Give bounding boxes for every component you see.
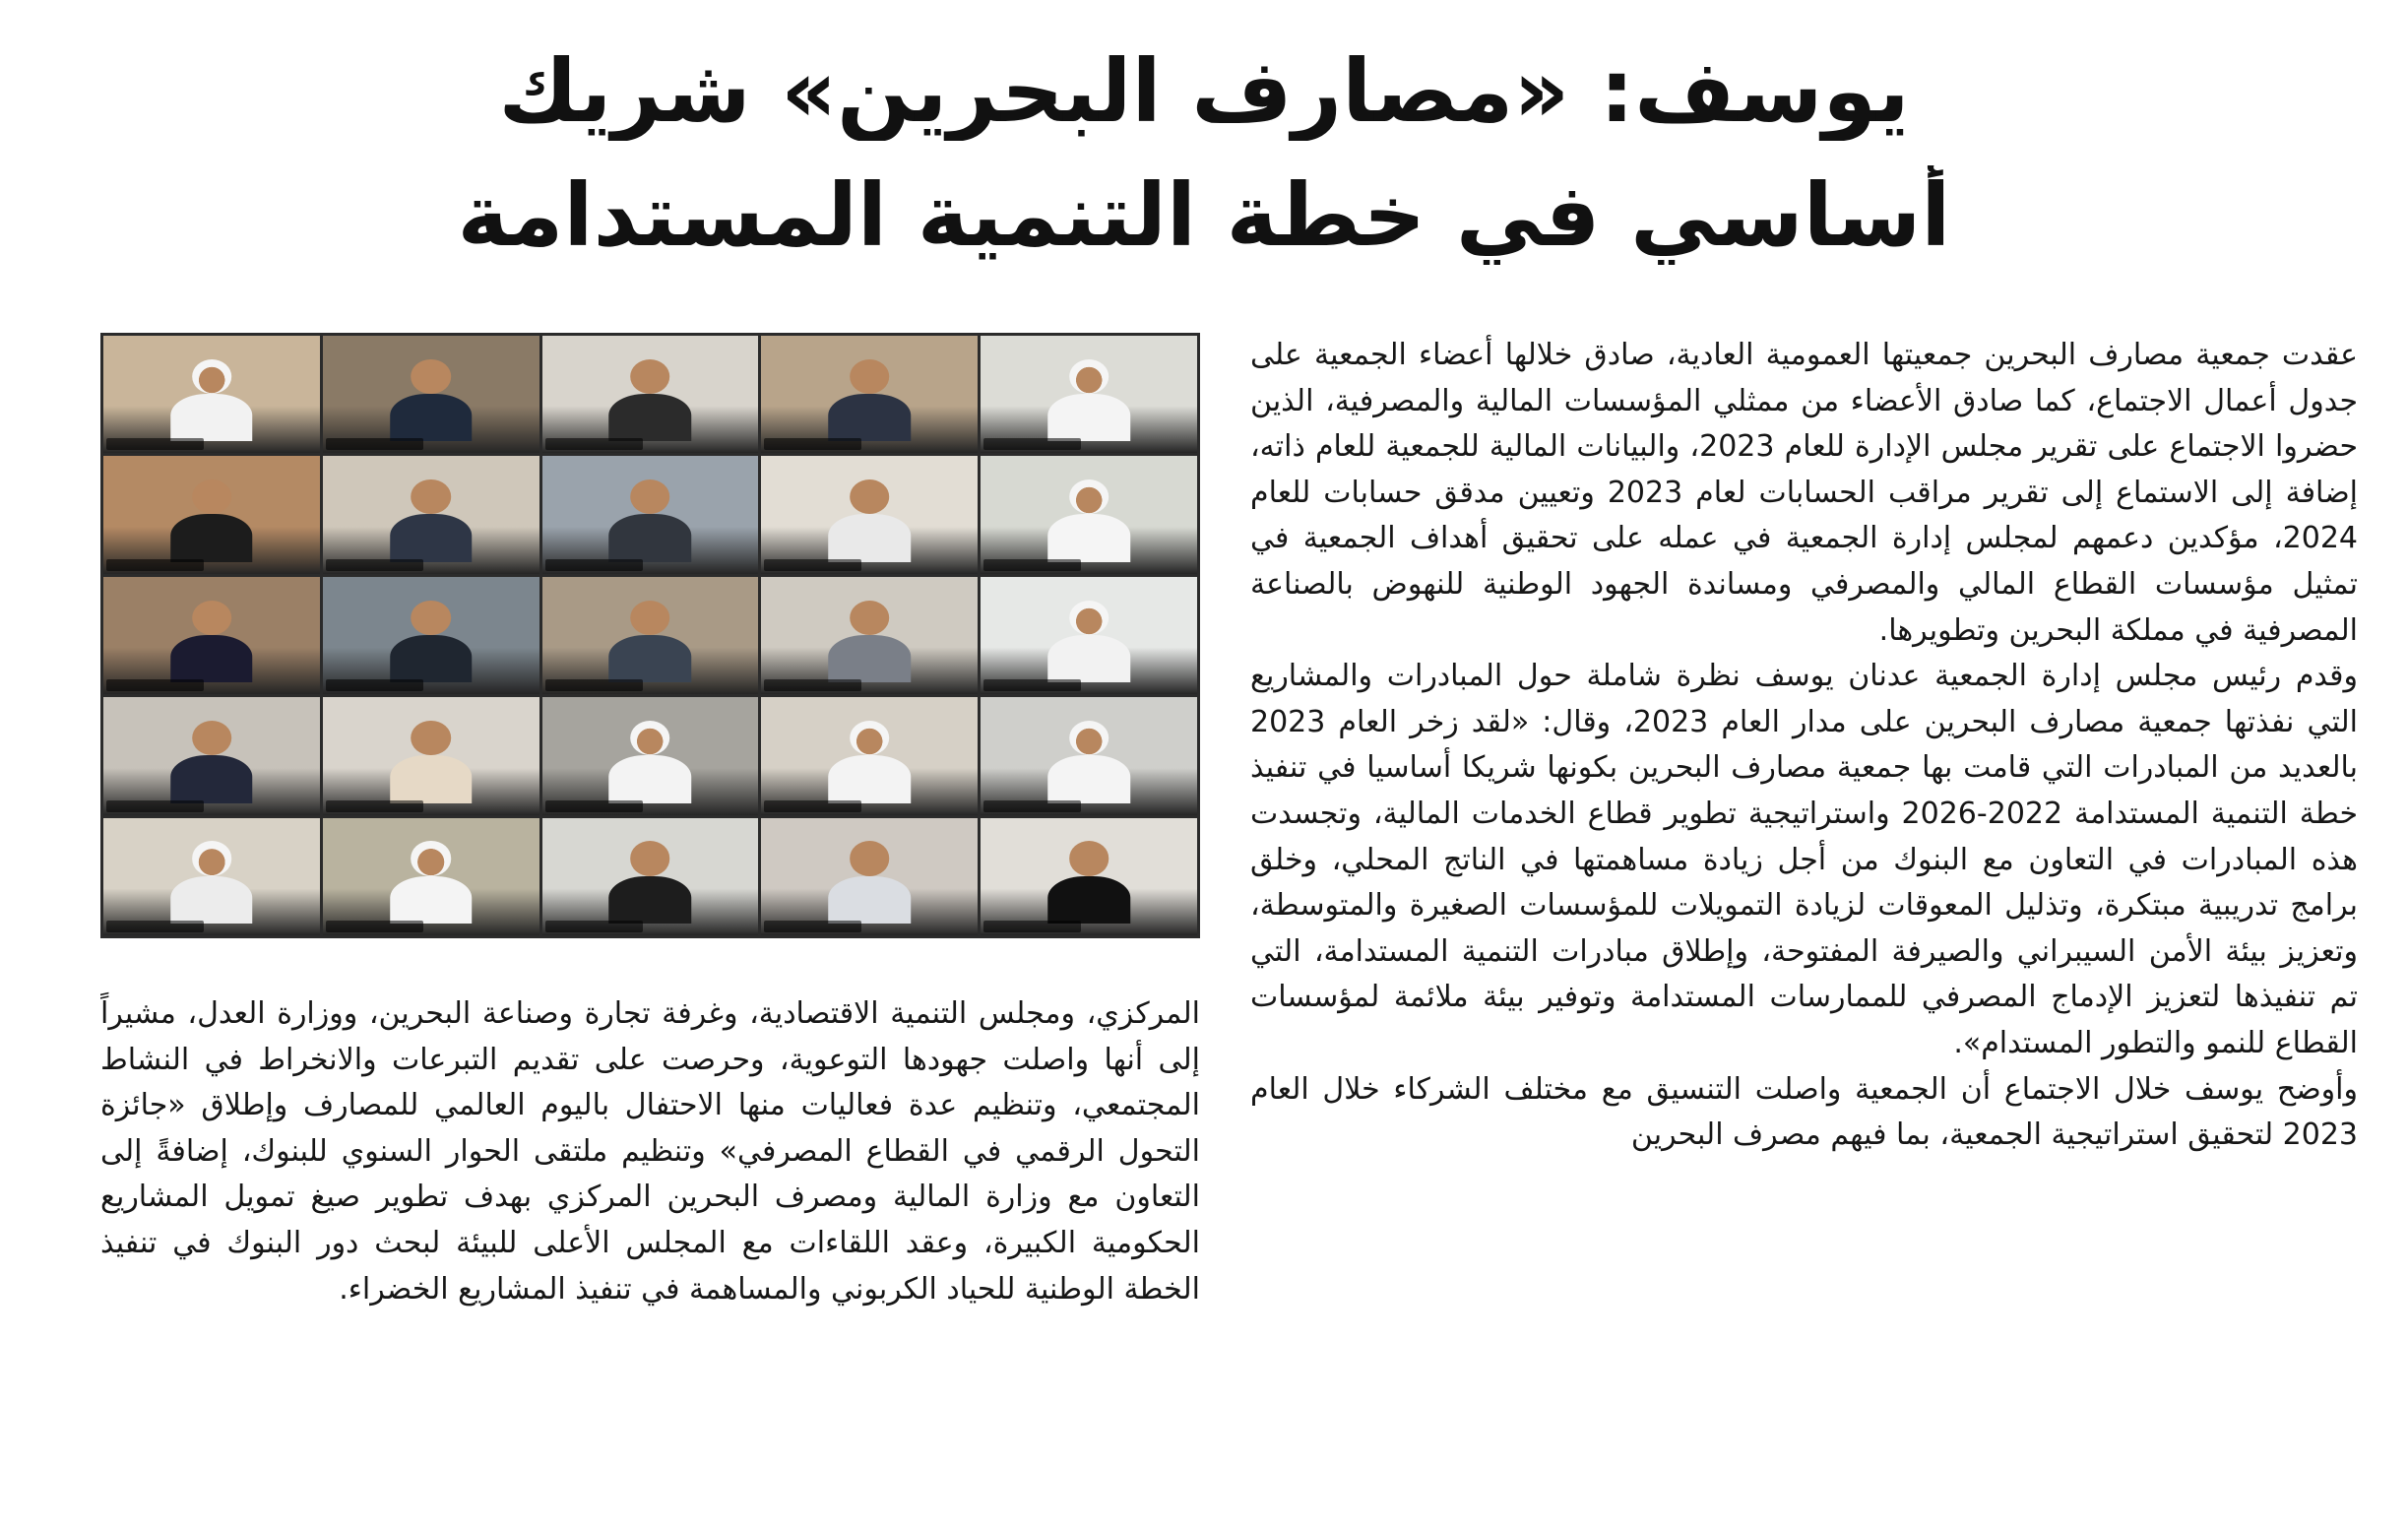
participant-tile xyxy=(761,577,978,694)
participant-torso xyxy=(390,876,473,924)
participant-nametag xyxy=(764,559,861,571)
participant-tile xyxy=(103,456,320,573)
participant-head xyxy=(192,479,231,514)
participant-nametag xyxy=(764,679,861,691)
participant-tile xyxy=(542,697,759,814)
participant-nametag xyxy=(983,438,1081,450)
participant-head xyxy=(192,721,231,755)
participant-figure xyxy=(390,841,473,924)
participant-torso xyxy=(170,755,253,802)
participant-figure xyxy=(390,601,473,683)
video-conference-photo xyxy=(100,333,1200,938)
participant-torso xyxy=(170,394,253,441)
participant-figure xyxy=(609,479,692,562)
participant-figure xyxy=(170,359,253,442)
participant-head xyxy=(412,721,451,755)
participant-head xyxy=(412,841,451,875)
participant-nametag xyxy=(983,679,1081,691)
participant-nametag xyxy=(106,800,204,812)
participant-tile xyxy=(981,818,1197,935)
article-column-left xyxy=(100,991,1200,1484)
participant-figure xyxy=(829,359,912,442)
participant-head xyxy=(192,601,231,635)
participant-figure xyxy=(390,721,473,803)
participant-torso xyxy=(609,876,692,924)
participant-nametag xyxy=(326,559,423,571)
participant-nametag xyxy=(545,800,643,812)
participant-torso xyxy=(829,635,912,682)
participant-figure xyxy=(1047,359,1130,442)
participant-head xyxy=(630,479,669,514)
participant-figure xyxy=(609,841,692,924)
participant-tile xyxy=(542,577,759,694)
participant-head xyxy=(412,359,451,394)
participant-figure xyxy=(609,721,692,803)
participant-nametag xyxy=(545,679,643,691)
article-paragraph: وأوضح يوسف خلال الاجتماع أن الجمعية واصلت التنسيق مع مختلف الشركاء خلال العام 2023 لتحقيق استراتيجية الجمعية، بما فيهم مصرف البحرين xyxy=(1250,1071,2358,1153)
participant-head xyxy=(630,601,669,635)
participant-torso xyxy=(390,635,473,682)
participant-torso xyxy=(609,394,692,441)
participant-tile xyxy=(761,456,978,573)
participant-torso xyxy=(609,755,692,802)
participant-figure xyxy=(390,359,473,442)
participant-tile xyxy=(323,818,539,935)
participant-tile xyxy=(542,818,759,935)
participant-torso xyxy=(170,514,253,561)
participant-head xyxy=(1069,841,1109,875)
participant-tile xyxy=(103,336,320,453)
participant-head xyxy=(192,841,231,875)
participant-torso xyxy=(829,876,912,924)
participant-torso xyxy=(609,635,692,682)
participant-torso xyxy=(1047,876,1130,924)
participant-torso xyxy=(390,755,473,802)
participant-head xyxy=(630,721,669,755)
participant-figure xyxy=(1047,841,1130,924)
participant-figure xyxy=(1047,479,1130,562)
participant-head xyxy=(1069,359,1109,394)
participant-figure xyxy=(170,721,253,803)
participant-torso xyxy=(1047,635,1130,682)
article-paragraph: عقدت جمعية مصارف البحرين جمعيتها العمومية العادية، صادق خلالها أعضاء الجمعية على جدول أعمال الاجتماع، كما صادق الأعضاء من ممثلي المؤسسات المالية والمصرفية، الذين حضروا الاجتماع على تقرير مجلس الإدارة للعام 2023، والبيانات المالية للجمعية للعام ذاته، إضافة إلى الاستماع إلى تقرير مراقب الحسابات لعام 2023 وتعيين مدقق حسابات للعام 2024، مؤكدين دعمهم لمجلس إدارة الجمعية في عمله على تحقيق أهداف الجمعية في تمثيل مؤسسات القطاع المالي والمصرفي ومساندة الجهود الوطنية للنهوض بالصناعة المصرفية في مملكة البحرين وتطويرها. xyxy=(1250,338,2358,648)
participant-nametag xyxy=(106,921,204,932)
participant-figure xyxy=(1047,721,1130,803)
participant-nametag xyxy=(764,438,861,450)
participant-figure xyxy=(1047,601,1130,683)
participant-nametag xyxy=(106,679,204,691)
participant-nametag xyxy=(983,800,1081,812)
participant-figure xyxy=(829,721,912,803)
participant-nametag xyxy=(106,559,204,571)
participant-torso xyxy=(609,514,692,561)
participant-torso xyxy=(170,876,253,924)
participant-nametag xyxy=(764,921,861,932)
participant-head xyxy=(192,359,231,394)
participant-nametag xyxy=(326,800,423,812)
participant-tile xyxy=(761,818,978,935)
participant-tile xyxy=(323,456,539,573)
participant-tile xyxy=(981,456,1197,573)
participant-torso xyxy=(390,394,473,441)
participant-tile xyxy=(761,336,978,453)
participant-figure xyxy=(829,479,912,562)
participant-tile xyxy=(323,697,539,814)
participant-torso xyxy=(390,514,473,561)
participant-nametag xyxy=(545,559,643,571)
participant-nametag xyxy=(983,559,1081,571)
participant-figure xyxy=(829,601,912,683)
participant-head xyxy=(412,479,451,514)
participant-tile xyxy=(981,577,1197,694)
participant-nametag xyxy=(764,800,861,812)
participant-tile xyxy=(103,818,320,935)
participant-nametag xyxy=(983,921,1081,932)
participant-torso xyxy=(1047,755,1130,802)
participant-figure xyxy=(829,841,912,924)
participant-nametag xyxy=(326,921,423,932)
participant-figure xyxy=(609,359,692,442)
participant-tile xyxy=(981,697,1197,814)
participant-tile xyxy=(542,336,759,453)
participant-head xyxy=(1069,601,1109,635)
headline-line-1: يوسف: «مصارف البحرين» شريك xyxy=(498,41,1910,142)
participant-nametag xyxy=(326,438,423,450)
participant-tile xyxy=(103,577,320,694)
participant-tile xyxy=(761,697,978,814)
participant-figure xyxy=(170,601,253,683)
participant-torso xyxy=(829,755,912,802)
participant-torso xyxy=(829,514,912,561)
participant-head xyxy=(850,601,889,635)
article-paragraph: المركزي، ومجلس التنمية الاقتصادية، وغرفة تجارة وصناعة البحرين، ووزارة العدل، مشيراً إلى أنها واصلت جهودها التوعوية، وحرصت على تقديم التبرعات والانخراط في النشاط المجتمعي، وتنظيم عدة فعاليات منها الاحتفال باليوم العالمي للمصارف وإطلاق «جائزة التحول الرقمي في القطاع المصرفي» وتنظيم ملتقى الحوار السنوي للبنوك، إضافةً إلى التعاون مع وزارة المالية ومصرف البحرين المركزي بهدف تطوير صيغ تمويل المشاريع الحكومية الكبيرة، وعقد اللقاءات مع المجلس الأعلى للبيئة لبحث دور البنوك في تنفيذ الخطة الوطنية للحياد الكربوني والمساهمة في تنفيذ المشاريع الخضراء. xyxy=(100,996,1200,1307)
article-column-right xyxy=(1250,333,2358,1485)
participant-torso xyxy=(170,635,253,682)
participant-figure xyxy=(170,479,253,562)
participant-torso xyxy=(829,394,912,441)
participant-nametag xyxy=(106,438,204,450)
participant-head xyxy=(850,721,889,755)
participant-nametag xyxy=(545,921,643,932)
participant-head xyxy=(1069,721,1109,755)
participant-tile xyxy=(103,697,320,814)
participant-head xyxy=(850,841,889,875)
participant-tile xyxy=(323,577,539,694)
participant-figure xyxy=(609,601,692,683)
participant-figure xyxy=(170,841,253,924)
participant-tile xyxy=(323,336,539,453)
participant-torso xyxy=(1047,394,1130,441)
participant-nametag xyxy=(545,438,643,450)
article-paragraph: وقدم رئيس مجلس إدارة الجمعية عدنان يوسف نظرة شاملة حول المبادرات والمشاريع التي نفذتها جمعية مصارف البحرين على مدار العام 2023، وقال: «لقد زخر العام 2023 بالعديد من المبادرات التي قامت بها جمعية مصارف البحرين بكونها شريكا أساسيا في تنفيذ خطة التنمية المستدامة 2022-2026 واستراتيجية تطوير قطاع الخدمات المالية، وتجسدت هذه المبادرات في التعاون مع البنوك من أجل زيادة مساهمتها في الناتج المحلي، وخلق برامج تدريبية مبتكرة، وتذليل المعوقات لزيادة التمويلات للمؤسسات الصغيرة والمتوسطة، وتعزيز بيئة الأمن السيبراني والصيرفة المفتوحة، وإطلاق مبادرات التنمية المستدامة، التي تم تنفيذها لتعزيز الإدماج المصرفي للممارسات المستدامة وتوفير بيئة ملائمة لمؤسسات القطاع للنمو والتطور المستدام». xyxy=(1250,659,2358,1060)
participant-tile xyxy=(542,456,759,573)
participant-figure xyxy=(390,479,473,562)
participant-nametag xyxy=(326,679,423,691)
participant-head xyxy=(850,479,889,514)
participant-head xyxy=(630,841,669,875)
participant-tile xyxy=(981,336,1197,453)
participant-head xyxy=(1069,479,1109,514)
participant-head xyxy=(850,359,889,394)
participant-torso xyxy=(1047,514,1130,561)
participant-head xyxy=(630,359,669,394)
participant-head xyxy=(412,601,451,635)
headline-line-2: أساسي في خطة التنمية المستدامة xyxy=(457,165,1951,266)
